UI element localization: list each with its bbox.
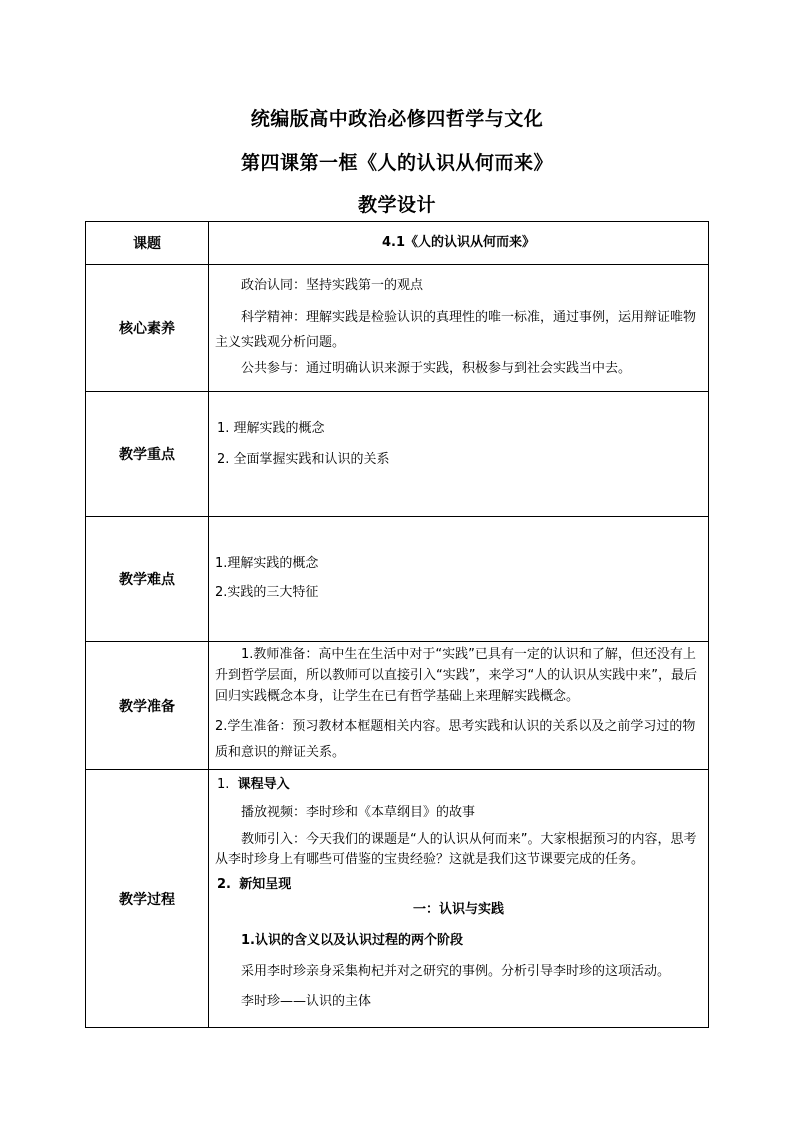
process-p2: 教师引入：今天我们的课题是“人的认识从何而来”。大家根据预习的内容，思考从李时珍身上有哪些可借鉴的宝贵经验？这就是我们这节课要完成的任务。 [215,831,697,868]
core-row [86,265,709,392]
key-item-1: 1. 理解实践的概念 [217,421,325,437]
key-label: 教学重点 [86,392,209,517]
prep-p1: 1.教师准备：高中生在生活中对于“实践”已具有一定的认识和了解，但还没有上升到哲学层面，所以教师可以直接引入“实践”，来学习“人的认识从实践中来”，最后回归实践概念本身，让学生在已有哲学基础上来理解实践概念。 [215,647,697,704]
difficult-item-1: 1.理解实践的概念 [215,556,319,572]
core-p3: 公共参与：通过明确认识来源于实践，积极参与到社会实践当中去。 [241,361,632,377]
core-p2: 科学精神：理解实践是检验认识的真理性的唯一标准，通过事例，运用辩证唯物主义实践观分析问题。 [215,309,697,350]
prep-content [209,642,709,770]
document-title: 统编版高中政治必修四哲学与文化 [250,108,544,130]
core-content [209,265,709,392]
process-row [86,770,709,1028]
process-section-1 [209,775,708,796]
prep-row [86,642,709,770]
process-p4: 李时珍——认识的主体 [241,994,372,1010]
process-p1: 播放视频：李时珍和《本草纲目》的故事 [241,804,476,820]
key-row [86,392,709,517]
document-heading: 教学设计 [357,194,436,216]
process-p3: 采用李时珍亲身采集枸杞并对之研究的事例。分析引导李时珍的这项活动。 [241,963,671,979]
topic-value: 4.1《人的认识从何而来》 [209,222,709,265]
topic-row [86,222,709,265]
lesson-plan-table [85,221,709,1028]
difficult-row [86,517,709,642]
key-item-2: 2. 全面掌握实践和认识的关系 [217,452,390,467]
section-2-number: 2. [217,877,231,893]
core-label: 核心素养 [86,265,209,392]
process-content [209,770,709,1028]
process-subheading: 一：认识与实践 [412,901,504,917]
process-label: 教学过程 [86,770,209,1028]
key-content [209,392,709,517]
prep-p2: 2.学生准备：预习教材本框题相关内容。思考实践和认识的关系以及之前学习过的物质和意识的辩证关系。 [215,718,696,760]
process-point-title: 1.认识的含义以及认识过程的两个阶段 [241,932,463,948]
core-p1: 政治认同：坚持实践第一的观点 [241,277,424,293]
difficult-item-2: 2.实践的三大特征 [215,585,319,600]
section-1-number: 1. [217,777,230,792]
difficult-label: 教学难点 [86,517,209,642]
prep-label: 教学准备 [86,642,209,770]
topic-label: 课题 [86,222,209,265]
difficult-content [209,517,709,642]
document-subtitle: 第四课第一框《人的认识从何而来》 [240,152,553,174]
section-1-title: 课程导入 [237,777,290,792]
process-section-2 [209,875,708,896]
section-2-title: 新知呈现 [239,877,292,893]
